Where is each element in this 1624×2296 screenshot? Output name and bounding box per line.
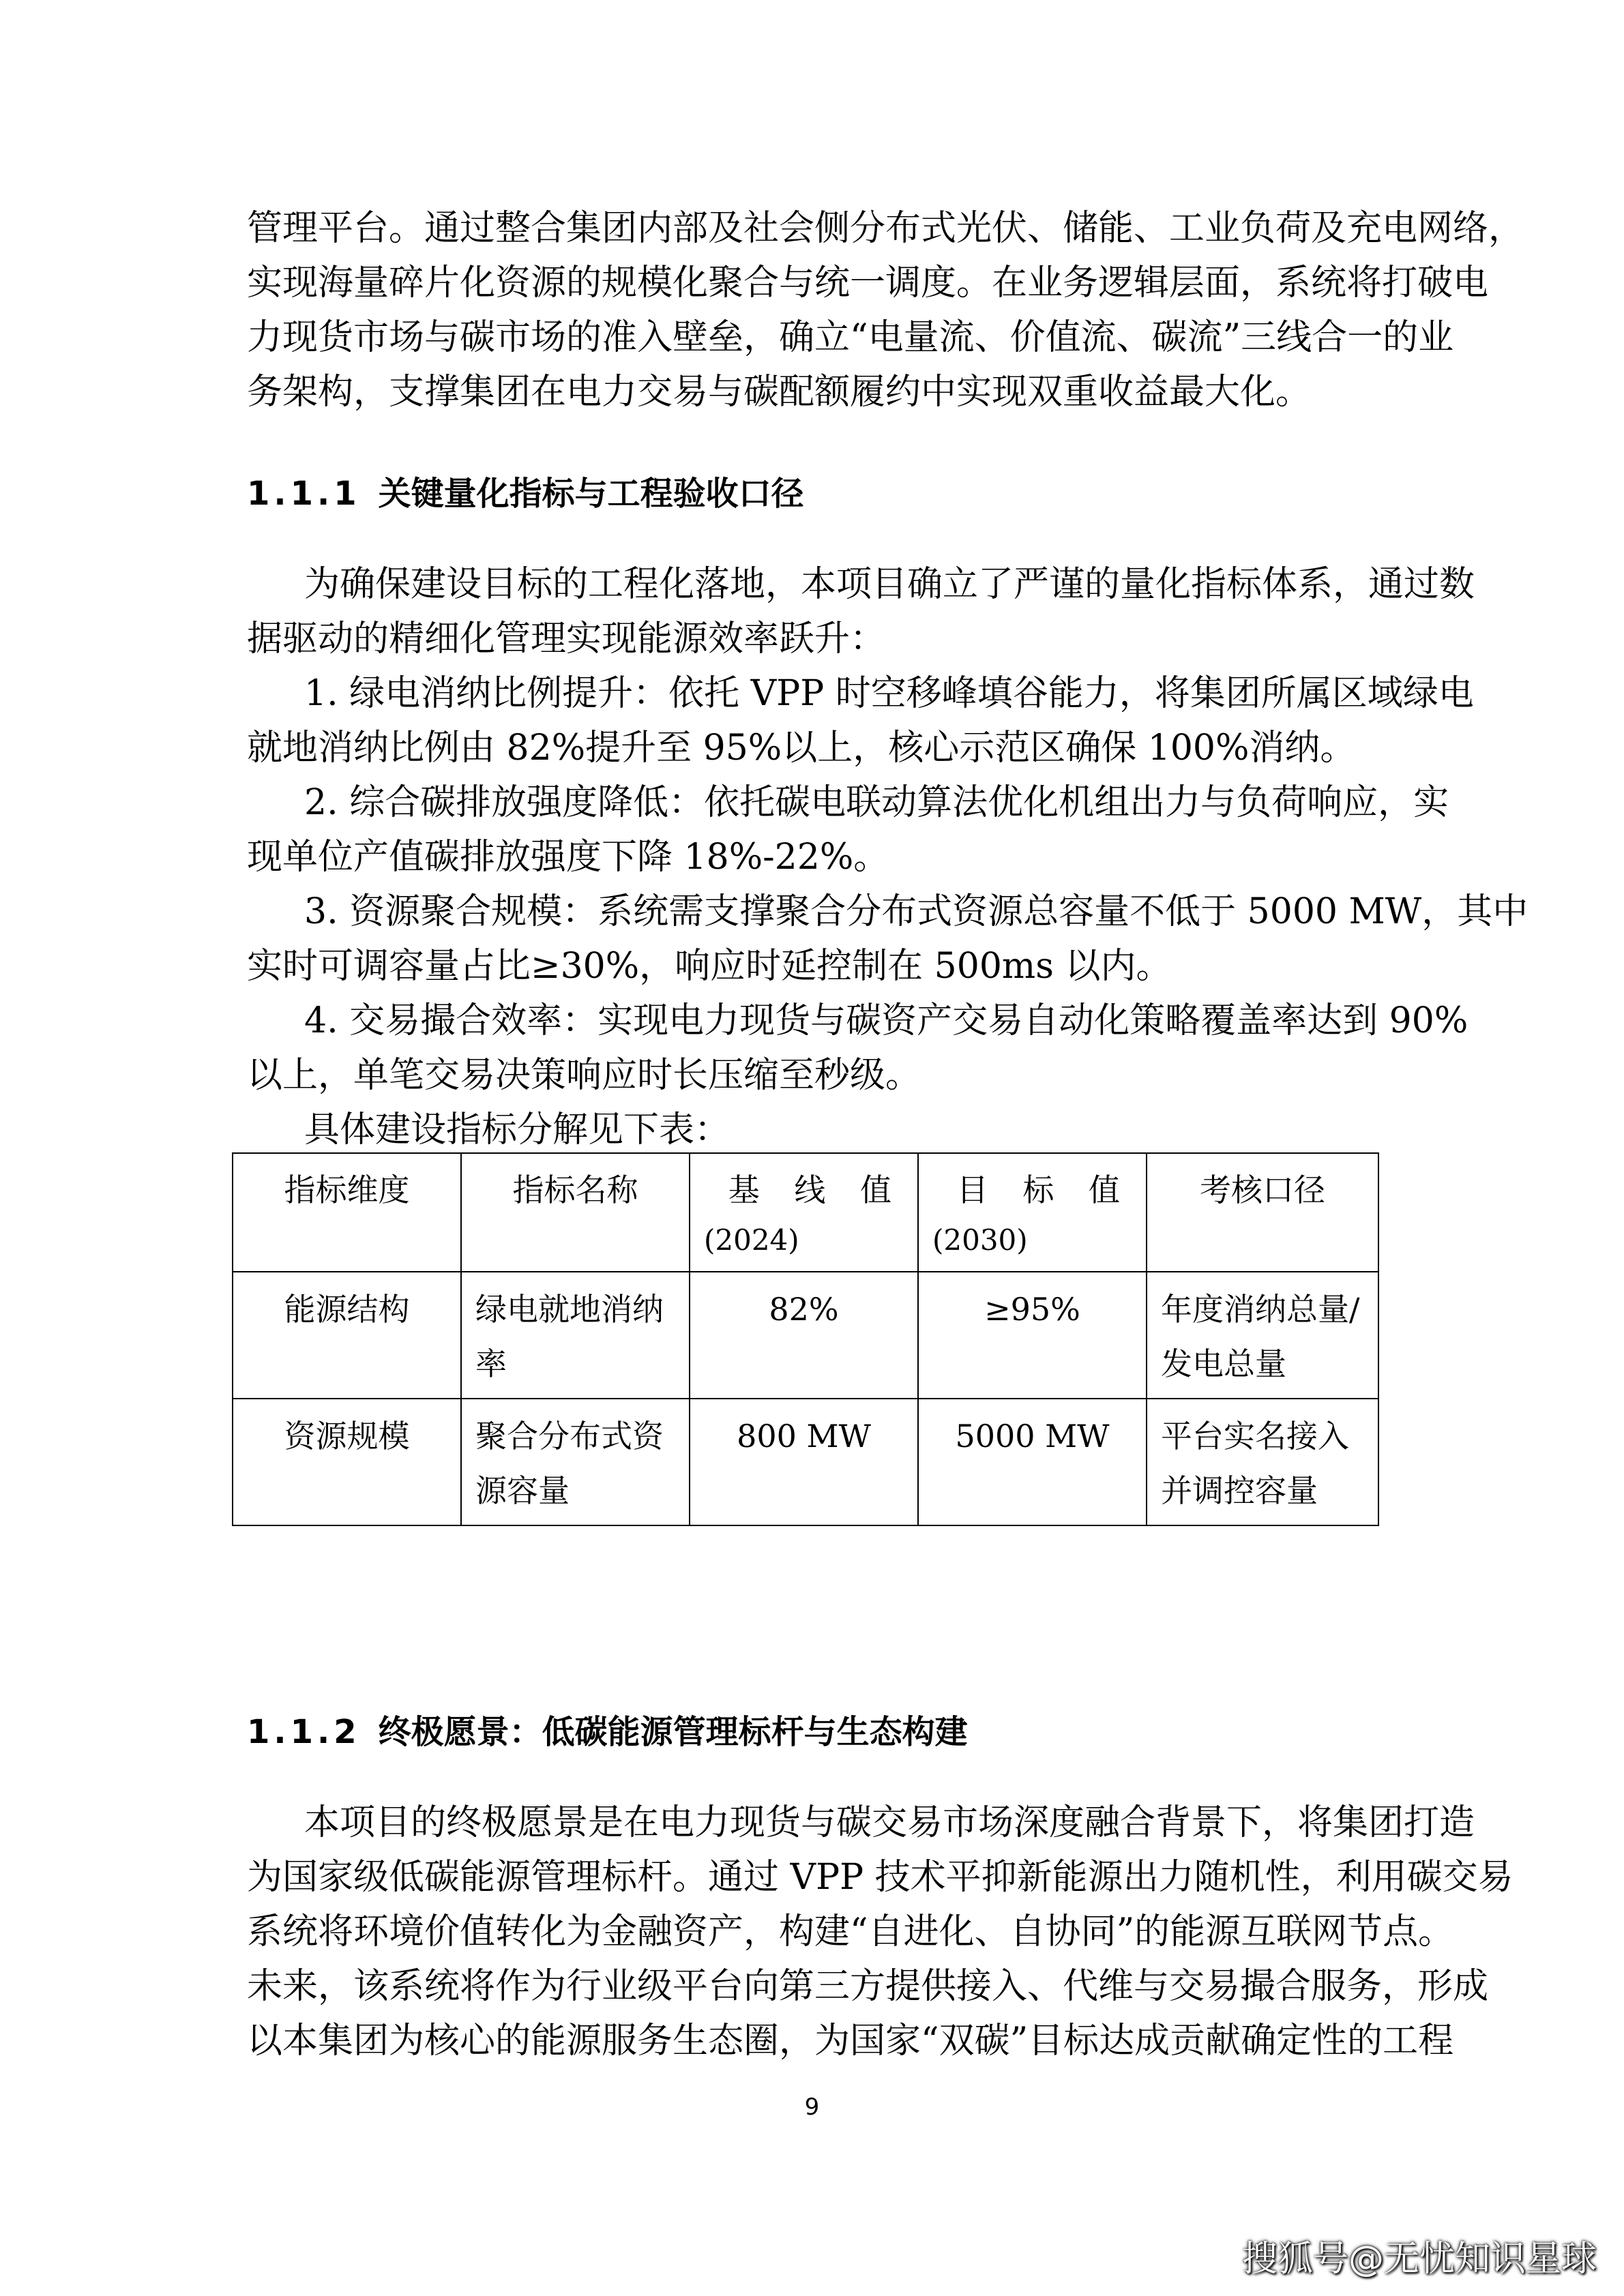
section-number: 1.1.2	[247, 1713, 361, 1751]
section-number: 1.1.1	[247, 475, 361, 513]
intro-paragraph	[247, 201, 1524, 419]
text-line: 本项目的终极愿景是在电力现货与碳交易市场深度融合背景下，将集团打造	[304, 1802, 1475, 1843]
text-line: 为确保建设目标的工程化落地，本项目确立了严谨的量化指标体系，通过数	[304, 564, 1475, 605]
text-line: 力现货市场与碳市场的准入壁垒，确立“电量流、价值流、碳流”三线合一的业	[247, 317, 1454, 358]
text-line: 据驱动的精细化管理实现能源效率跃升：	[247, 618, 886, 659]
list-item-4-line: 4. 交易撮合效率：实现电力现货与碳资产交易自动化策略覆盖率达到 90%	[304, 1000, 1468, 1041]
list-item-3-line: 实时可调容量占比≥30%，响应时延控制在 500ms 以内。	[247, 946, 1172, 987]
section2-body	[247, 1795, 1514, 2068]
table-row	[233, 1399, 1378, 1525]
list-item-1-line: 就地消纳比例由 82%提升至 95%以上，核心示范区确保 100%消纳。	[247, 728, 1356, 769]
cell-assessment: 年度消纳总量/发电总量	[1147, 1272, 1378, 1399]
section-title: 关键量化指标与工程验收口径	[378, 475, 804, 513]
cell-baseline: 82%	[690, 1272, 918, 1399]
header-assessment: 考核口径	[1147, 1153, 1378, 1272]
text-line: 未来，该系统将作为行业级平台向第三方提供接入、代维与交易撮合服务，形成	[247, 1966, 1489, 2007]
text-line: 务架构，支撑集团在电力交易与碳配额履约中实现双重收益最大化。	[247, 372, 1312, 413]
list-item-2-line: 2. 综合碳排放强度降低：依托碳电联动算法优化机组出力与负荷响应，实	[304, 782, 1449, 823]
header-baseline-label: 基 线 值	[728, 1172, 904, 1208]
cell-dimension: 资源规模	[233, 1399, 461, 1525]
header-target-year: (2030)	[932, 1223, 1028, 1257]
cell-assessment: 平台实名接入并调控容量	[1147, 1399, 1378, 1525]
section-heading-1-1-1	[247, 473, 1393, 514]
section-title: 终极愿景：低碳能源管理标杆与生态构建	[378, 1713, 968, 1751]
cell-name: 绿电就地消纳率	[461, 1272, 690, 1399]
table-header-row	[233, 1153, 1378, 1272]
cell-baseline: 800 MW	[690, 1399, 918, 1525]
text-line: 管理平台。通过整合集团内部及社会侧分布式光伏、储能、工业负荷及充电网络，	[247, 208, 1524, 249]
cell-dimension: 能源结构	[233, 1272, 461, 1399]
table-caption: 具体建设指标分解见下表：	[304, 1109, 730, 1150]
header-name: 指标名称	[461, 1153, 690, 1272]
list-item-3-line: 3. 资源聚合规模：系统需支撑聚合分布式资源总容量不低于 5000 MW，其中	[304, 891, 1529, 932]
list-item-2-line: 现单位产值碳排放强度下降 18%-22%。	[247, 837, 889, 878]
header-target-label: 目 标 值	[956, 1172, 1132, 1208]
cell-target: 5000 MW	[918, 1399, 1147, 1525]
cell-target: ≥95%	[918, 1272, 1147, 1399]
cell-name: 聚合分布式资源容量	[461, 1399, 690, 1525]
text-line: 以本集团为核心的能源服务生态圈，为国家“双碳”目标达成贡献确定性的工程	[247, 2021, 1454, 2061]
text-line: 实现海量碎片化资源的规模化聚合与统一调度。在业务逻辑层面，系统将打破电	[247, 263, 1489, 303]
section1-body	[247, 557, 1529, 1157]
watermark: 搜狐号@无忧知识星球	[1241, 2239, 1597, 2280]
list-item-4-line: 以上，单笔交易决策响应时长压缩至秒级。	[247, 1055, 921, 1096]
text-line: 系统将环境价值转化为金融资产，构建“自进化、自协同”的能源互联网节点。	[247, 1911, 1454, 1952]
header-dimension: 指标维度	[233, 1153, 461, 1272]
list-item-1-line: 1. 绿电消纳比例提升：依托 VPP 时空移峰填谷能力，将集团所属区域绿电	[304, 673, 1474, 714]
section-heading-1-1-2	[247, 1712, 1393, 1753]
table-row	[233, 1272, 1378, 1399]
header-baseline	[690, 1153, 918, 1272]
header-baseline-year: (2024)	[704, 1223, 799, 1257]
header-target	[918, 1153, 1147, 1272]
text-line: 为国家级低碳能源管理标杆。通过 VPP 技术平抑新能源出力随机性，利用碳交易	[247, 1857, 1514, 1898]
metrics-table	[232, 1152, 1379, 1526]
page-number: 9	[804, 2093, 820, 2121]
